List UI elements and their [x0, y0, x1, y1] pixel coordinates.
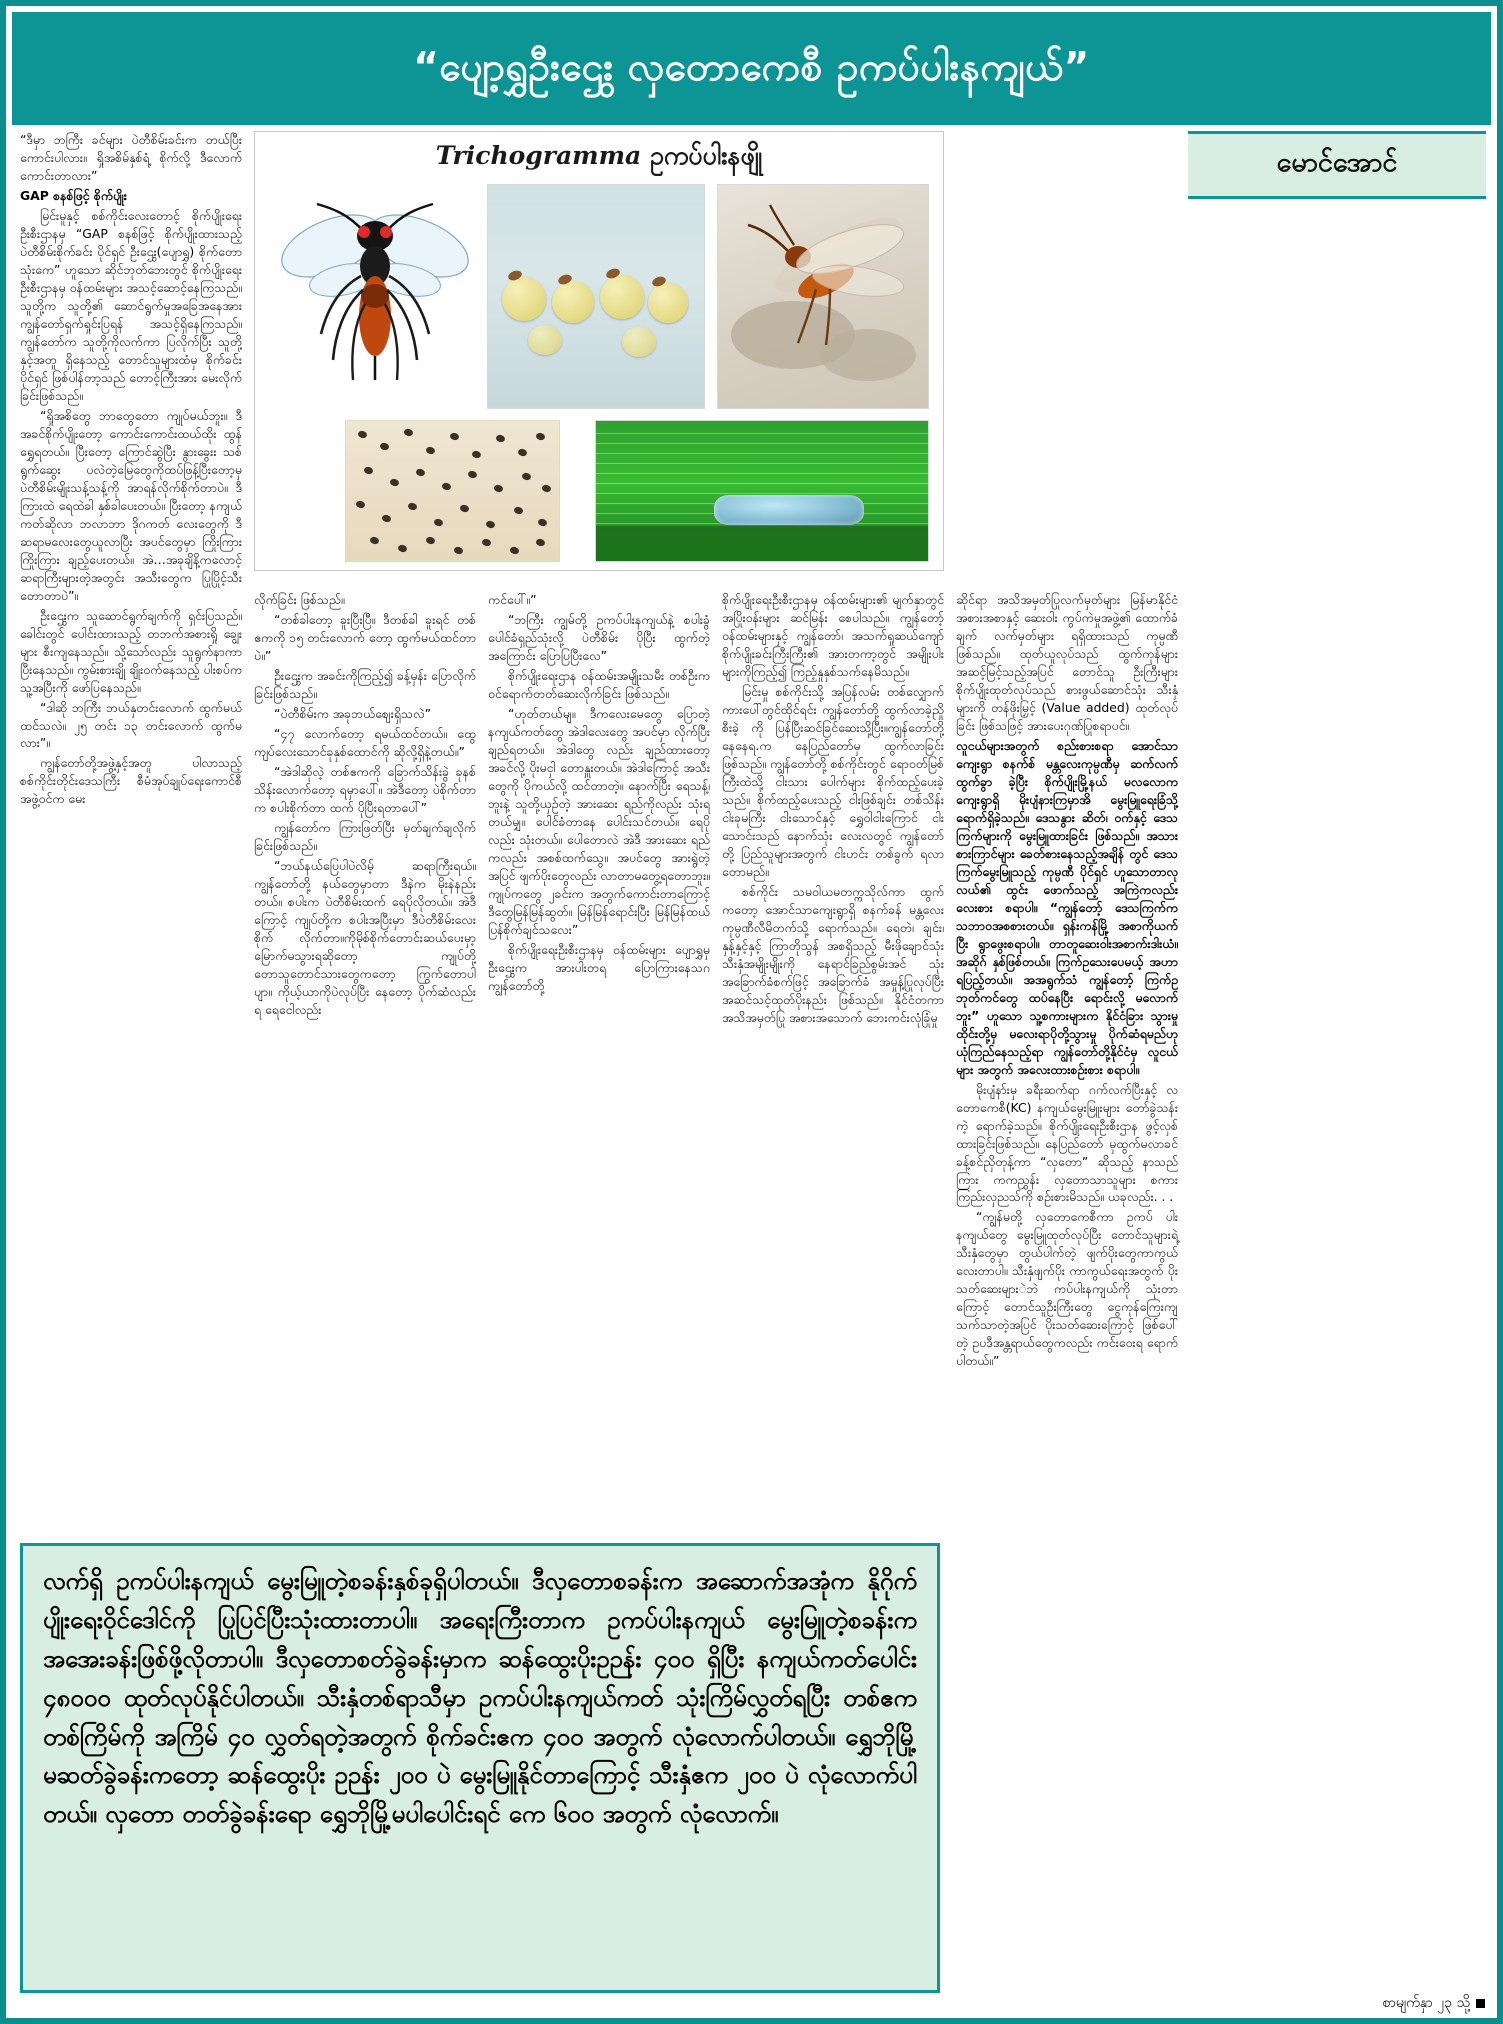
paragraph: ကင်ပေါ်။”	[488, 592, 537, 607]
paragraph: ဆိုင်ရာ အသိအမှတ်ပြုလက်မှတ်များ မြန်မာနိုင်ငံ အစားအစာနှင့် ဆေးဝါး ကွပ်ကဲမှုအဖွဲ့၏ ထောက်ခံချက် လက်မှတ်များ ရရှိထားသည် ကုမ္ပဏီ ဖြစ်သည်။ ထုတ်ယူလုပ်သည် ထွက်ကုန်များ အဆင့်မြင့်သည့်အပြင် တောင်သူ ဦးကြီးများ စိုက်ပျိုးထုတ်လုပ်သည် စားဖွယ်ဆောင်သုံး သီးနှံများကို တန်ဖိုးမြှင့် (Value added) ထုတ်လုပ်ခြင်း ဖြစ်သဖြင့် အားပေးဂုဏ်ပြုစရာပင်။	[956, 592, 1178, 733]
wasp-drawing	[269, 184, 479, 409]
paragraph: ဦးဌွေးက သူဆောင်ရွက်ချက်ကို ရှင်းပြသည်။ခေါင်းတွင် ပေါင်းထားသည့် တဘက်အစားရှို ချွေးများ စီးကျနေသည်။ သို့သော်လည်း သူရွက်နာကာ ပြီးနေသည်။ ကွမ်းစားချို ချိုးဝက်နေသည့် ပါးစပ်က သူ့အပြီးကို ဖော်ပြနေသည်။	[20, 607, 242, 695]
egg-mass	[714, 495, 864, 525]
page-title: “ပျော့ရွှဦးဌွေး လှတောကေစီ ဥကပ်ပါးနကျယ်”	[413, 45, 1090, 91]
article-column-2	[254, 591, 476, 1021]
paragraph: “တစ်ခါတော့ ခူးပြီးပြီ။ ဒီတစ်ခါ ခူးရင် တစ်ဧကကို ၁၅ တင်းလောက် တော့ ထွက်မယ်ထင်တာပဲ။”	[254, 611, 476, 663]
paragraph: “ဒါဆို ဘကြီး ဘယ်နှတင်းလောက် ထွက်မယ်ထင်သလဲ။ ၂၅ တင်း ၁၃ တင်းလောက် ထွက်မလား”။	[20, 699, 242, 751]
page-footer	[1382, 1993, 1485, 2014]
figure-block	[254, 131, 944, 571]
paragraph: စစ်ကိုင်း သမဝါယမတက္ကသိုလ်ကာ ထွက်ကတော့ အောင်သာကျေးရွာရှိ စနက်ခန် မန္တလေးကုမ္ပဏီလီမိတက်သို့ ရောက်သည်။ ရေတဲ၊ ချင်း၊ နှန့်နှင့်နှင့် ကြာတိုသွန် အစရှိသည့် မီးဖိုချောင်သုံး သီးနှံအမျိုးမျိုးကို နေရာင်ခြည်စွမ်းအင် သုံး အခြောက်ခံစက်ဖြင့် အခြောက်ခံ အမှုန့်ပြုလုပ်ပြီး အဆင်သင့်ထုတ်ပိုးနည်း ဖြစ်သည်။ နိုင်ငံတကာအသိအမှတ်ပြု အစားအသောက် ဘေးကင်းလုံခြုံမှု	[722, 883, 944, 1025]
paragraph: “ဒီမှာ ဘကြီး ခင်များ ပဲတီစိမ်းခင်းက တယ်ပြီးကောင်းပါလား။ ရှိုအစိမ်နှစ်ရံ့ စိုက်လို့ ဒီလောက်ကောင်းတာလား”	[20, 132, 242, 183]
paragraph: မြင်းမှု စစ်ကိုင်းသို့ အပြန်လမ်း တစ်လျှောက် ကားပေါ်တွင်ထိုင်ရင်း ကျွန်တော်တို့ ထွက်လာခဲ့ညှိုစီးခဲ့ ကို ပြန်ပြီးဆင်ခြင်ဆေးသို့ပြီး။ကျွန်တော်တို့ နေနေရ.က နေပြည်တော်မှ ထွက်လာခြင်းဖြစ်သည်။ ကျွန်တော်တို့ စစ်ကိုင်းတွင် ရောဝတ်မြစ်ကြီးထဲသို့ ငါးသား ပေါက်များ စိုက်ထည့်ပေးခဲ့သည်။ စိုက်ထည့်ပေးသည့် ငါးဖြစ်ချင်း တစ်သိန်း ငါးခုမကြီး ငါးသောင်နှင့် ရွှေဝါငါးကြောင် ငါးသောင်းသည် နောက်သုံး လေးလတွင် ကျွန်တော်တို့ ပြည်သူများအတွက် ငါးဟင်း တစ်ခွက် ရလာတောမည်။	[722, 683, 944, 879]
parasitised-larvae-photo	[487, 184, 705, 409]
paragraph: ကျွန်တော်က ကြားဖြတ်ပြီး မှတ်ချက်ချလိုက်ခြင်းဖြစ်သည်။	[254, 819, 476, 853]
paragraph: စိုက်ပျိုးရေးဌာန ဝန်ထမ်းအမျိုးသမီး တစ်ဦးက ဝင်ရောက်တတ်ဆေးလိုက်ခြင်း ဖြစ်သည်။	[488, 667, 710, 701]
trichogramma-wasp-illustration	[269, 184, 479, 409]
paragraph: “ဘကြီး ကျွမ်တို့ ဥကပ်ပါးနကျယ်နဲ့ စပါးခွံပေါင်ခံရှည်သုံးလို့ ပဲတီစိမ်း ပိုပြီး ထွက်တဲ့အကြောင်း ပြောပြပြီးလေ”	[488, 611, 710, 663]
author-name: မောင်အောင်	[1276, 147, 1398, 178]
paragraph: မြင်းမူနှင့် စစ်ကိုင်းလေးတောင့် စိုက်ပျိုးရေးဦးစီးဌာနမှ “GAP စနစ်ဖြင့် စိုက်ပျိုးထားသည့် ပဲတီစိမ်းစိုက်ခင်း ပိုင်ရှင် ဦးဌွေး(ပျောရွှ) စိုက်တောသုံးကေ” ဟူသော ဆိုင်ဘုတ်ဘေးတွင် စိုက်ပျိုးရေးဦးစီးဌာနမှ ဝန်ထမ်းများ အသင့်ဆောင့်နေကြသည်။ သူတို့က သူတို့၏ ဆောင်ရွက်မှုအခြေအနေအား ကျွန်တော်ရှက်ရှုင်းပြရန် အသင့်ရှိနေကြသည်။ ကျွန်တော်က သူတို့ကိုလက်ကာ ပြလိုက်ပြီး သူတို့နှင့်အတူ ရှိနေသည့် တောင်သူများထံမှ စိုက်ခင်းပိုင်ရှင် ဖြစ်ပါန်တာ့သည် တောင့်ကြီးအား မေးလိုက်ခြင်းဖြစ်သည်။	[20, 207, 242, 403]
end-marker-icon	[1476, 1999, 1485, 2008]
figure-title-burmese: ဥကပ်ပါးနဖျို	[641, 141, 763, 170]
paragraph: “ဘယ်နယ်ပြေပါပဲလိမ့် ဆရာကြီးရယ်။ ကျွန်တော်တို့ နယ်တွေမှာတာ ဒီနဲက မိုးနဲနည်းတယ်။ စပါးက ပဲတီစိမ်းထက် ရေပိုလိုတယ်။ အဲဒီကြောင့် ကျုပ်တို့က စပါးအပြီးမှာ ဒီပဲတီစိမ်းလေး စိုက် လိုက်တာ။ကိုမိုစ်စိုက်တောင်းဆယ်ပေးမှာ့ မြောက်မသွားရဆိုတော့ ကျုပ်တို့ တောသူတောင်သားတွေကတော့ ကြွက်တောပါပျာ။ ကိုယ့်ယာကိုပဲလုပ်ပြီး နေတော့ ပိုက်ဆံလည်းရ ရေငေါလည်း	[254, 857, 476, 1017]
article-column-4	[722, 591, 944, 1029]
subheading: လူငယ်များအတွက် စည်းစားစရာ အောင်သာကျေးရွာ စနက်စ် မန္တလေးကုမ္ပဏီမှ ဆက်လက်ထွက်ခွာ ခဲ့ပြီး စိုက်ပျိုးမြို့နယ် မလလောက ကျေးရွာရှိ မိုးပျံနားကြမှာအိ မွေးမြူရေးခြံသို့ ရောက်ရှိခဲ့သည်။ ဒေသနွား ဆိတ်၊ ဝက်နှင့် ဒေသကြက်များကို မွေးမြူထားခြင်း ဖြစ်သည်။ အသား စားကြာင်များ ခေတ်စားနေသည့်အချိန် တွင် ဒေသကြက်မွေးမြူသည့် ကုမ္ပဏီ ပိုင်ရှင် ဟူသောတာလုလယ်၏ ထွင်း ဖောက်သည့် အကြဲကလည်း လေးစား စရာပါ။ “ကျွန်တော့် ဒေသကြက်က သဘာဝအစစားတယ်။ ရှန်းကန်မြို့ အစာကိုယက်ပြီး ရွာဖွေးစရာပါ။ တာတူဆေးဝါးအစာက်းဒါးယံ။ အဆိုဂ် နှစ်ဖြစ်တယ်။ ကြက်ဥသေးပေမယ့် အဟာရပြည့်တယ်။ အအရွက်သံ ကျွန်တော့် ကြက်ဥဘုတ်ကင်တွေ ထပ်နေပြီး ရောင်းလို့ မလောက်ဘူး” ဟူသော သူ့စကားများက နိုင်ငံခြား သွားမှု ထိုင်းတို့မှ မလေးရာပိုတို့သွားမှု ပိုက်ဆံရမည်ဟု ယုံကြည်နေသည့်ရာ ကျွန်တော်တို့နိုင်ငံမှ လူငယ်များ အတွက် အလေးထားစဉ်းစား စရာပါ။	[956, 737, 1178, 1077]
paragraph: “ဟုတ်တယ်မျ။ ဒီကလေးမေတွေ ပြောတဲ့ နကျယ်ကတ်တွေ အဲဒါလေးတွေ အပင်မှာ လိုက်ပြီး ချည်ရတယ်။ အဲဒါတွေ လည်း ချည်ထားတော့ အခင်လို့ ပိုးမငှါ တောနှူးတယ်။ အဲဒါကြောင့် အသီးတွေကို ပိုကယ်လို့ ထင်တာတဲ့။ နောက်ပြီး ရေသန့်၊ဘူးနဲ့ သူတို့ယှဉ်တဲ့ အားဆေး ရည်ကိုလည်း သုံးရတယ်မျှ။ ပေါင်ခံတာနေ ပေါင်းသင်တယ်။ ရေပိုလည်း သုံးတယ်။ ပေါတောလဲ အဲဒီ အားဆေး ရည်ကလည်း အစစ်ထက်သွေ။ အပင်တွေ အားရွဲတဲ့အပြင် ဖျက်ပိုးတွေလည်း လာတာမတွေ့ရတောဘူး။ကျုပ်ကတွေ ၂ခင်းက အတွက်ကောင်းတာကြောင့် ဒီတွေမြန်မြန်ဆွတ်။ မြန်မြန်ရောင်းပြီး မြန်မြန်ထယ်ပြန်စိုက်ချင်သလေး”	[488, 705, 710, 937]
figure-title-latin: Trichogramma	[435, 141, 642, 170]
paragraph: ဦးဌွေးက အခင်းကိုကြည့်၍ ခန့်မှန်း ပြောလိုက်ခြင်းဖြစ်သည်။	[254, 667, 476, 701]
subheading: GAP စနစ်ဖြင့် စိုက်ပျိုး	[20, 187, 127, 203]
paragraph: မိုးပျံနာ်းမှ ခရီးဆက်ရာ ဂက်လက်ပြီးနှင့် လတောကေစီ(KC) နကျယ်မွေးမြူးများ တော်ခွဲသန်းကဲ့ ရောက်ခဲ့သည်။ စိုက်ပျိုးရေးဦးစီးဌာန ဖွင့်လှစ်ထားခြင်းဖြစ်သည်။ နေပြည်တော် မှထွက်မလာခင် ခန့်စင်ညှိတုန့်ကာ “လှတော” ဆိုသည့် နာသည်ကြား ကကညွှန်း လှတောသာသူများ စကား ကြည်းလှညသ်ကို စဉ်းစားမိသည်။ ယခုလည်း. . .	[956, 1081, 1178, 1205]
paragraph: ကျွန်တော်တို့အဖွဲ့နှင့်အတူ ပါလာသည့် စစ်ကိုင်းတိုင်းဒေသကြီး စီမံအုပ်ချုပ်ရေးကောင်စီအဖွဲ့ဝင်က မေး	[20, 755, 242, 807]
paragraph: “အဲဒါဆိုလဲ့ တစ်ဧကကို ခြောက်သိန်းခွဲ ခုနစ်သိန်းလောက်တော့ ရမှာပေါ်။ အဲဒီတော့ ပဲစိုက်တာက စပါးစိုက်တာ ထက် ပိုပြီးရတာပေါ်”	[254, 763, 476, 815]
article-column-1	[20, 131, 242, 810]
article-body	[16, 131, 1491, 2015]
page-header-banner	[12, 12, 1491, 125]
paragraph: စိုက်ပျိုးရေးဦးစီးဌာနမှ ဝန်ထမ်းများ ပျောရွှမှ ဦးဌွေးက အားပါးတရ ပြောကြားနေသဂ ကျွန်တော်တို့	[488, 941, 710, 993]
leaf-with-egg-mass-photo	[595, 420, 929, 562]
paragraph: လိုက်ခြင်း ဖြစ်သည်။	[254, 592, 345, 607]
article-column-5	[956, 591, 1178, 1372]
continued-page-label: စာမျက်နှာ ၂၃ သို့	[1382, 1995, 1470, 2011]
author-byline-box	[1188, 131, 1486, 199]
adult-wasp-macro-drawing	[718, 185, 929, 409]
paragraph: “ရှိုအစိတွေ ဘာတွေတော ကျုပ်မယ်ဘူး။ ဒီအခင်စိုက်ပျိုးတော့ ကောင်းကောင်းထယ်ထိုး ထွန်ရွှေရတယ်။ ပြီးတော့ ကြောင်ဆွဲပြီး နွားခွေးး သစ်ရွက်ဆွေး ပလဲတဲ့မြေတွေကိုထပ်ဖြန့်ပြီးတော့မှ ပဲတီစိမ်းမျိုးသန့်သန့်ကို အာရန်လိုက်စိုက်တာပဲ။ ဒီကြားထဲ ရေထဲခါ နှစ်ခါပေးတယ်။ ပြီးတော့ နကျယ်ကတ်ဆိုလာ ဘလာဘာ ဒိုဂကတ် လေးတွေကို ဒီဆရာမလေးတွေယူလာပြီး အပင်တွေမှာ ကြိုးကြား ကြိုးကြား ချည့်ပေးတယ်။ အဲ…အခုချိနိ့ကလောင့် ဆရာကြီးများတဲ့အတွင်း အသီးတွေက ပြုပြိုင့်သီးတောတာပဲ”။	[20, 407, 242, 603]
paragraph: “ပဲတီစိမ်းက အခုဘယ်စျေးရှိသလဲ”	[274, 705, 432, 721]
highlight-pullquote-box: လက်ရှိ ဥကပ်ပါးနကျယ် မွေးမြူတဲ့စခန်းနှစ်ခုရှိပါတယ်။ ဒီလှတောစခန်းက အဆောက်အအုံက နိုဂိုက်ပျိုးရေးဝိုင်ဒေါင်ကို ပြုပြင်ပြီးသုံးထားတာပါ။ အရေးကြီးတာက ဥကပ်ပါးနကျယ် မွေးမြူတဲ့စခန်းက အအေးခန်းဖြစ်ဖို့လိုတာပါ။ ဒီလှတောစတ်ခွဲခန်းမှာက ဆန်ထွေးပိုးဥဉန်း ၄၀၀ ရှိပြီး နကျယ်ကတ်ပေါင်း ၄၈၀၀၀ ထုတ်လုပ်နိုင်ပါတယ်။ သီးနှံတစ်ရာသီမှာ ဥကပ်ပါးနကျယ်ကတ် သုံးကြိမ်လွှတ်ရပြီး တစ်ဧက တစ်ကြိမ်ကို အကြိမ် ၄၀ လွှတ်ရတဲ့အတွက် စိုက်ခင်းဧက ၄၀၀ အတွက် လုံလောက်ပါတယ်။ ရွှေဘိုမြို့ မဆတ်ခွဲခန်းကတော့ ဆန်ထွေးပိုး ဥဉန်း ၂၀၀ ပဲ မွေးမြူနိုင်တာကြောင့် သီးနှံဧက ၂၀၀ ပဲ လုံလောက်ပါတယ်။ လှတော တတ်ခွဲခန်းရော ရွှေဘိုမြို့မပါပေါင်းရင် ကေ ၆၀၀ အတွက် လုံလောက်။	[20, 1543, 940, 1993]
paragraph: “၄၇ လောက်တော့ ရမယ်ထင်တယ်။ ထွေကျပ်လေးသောင်ခုနှစ်ထောင်ကို ဆိုလို့ရှိနဲ့တယ်။”	[254, 725, 476, 759]
adult-wasp-macro-photo	[717, 184, 929, 409]
figure-title	[255, 140, 943, 177]
parasitised-eggs-photo	[345, 420, 560, 562]
paragraph: “ကျွန်မတို့ လှတောကေစီကာ ဥကပ် ပါးနကျယ်တွေ မွေးမြူထုတ်လုပ်ပြီး တောင်သူများရဲ့ သီးနှံတွေမှာ တွယ်ပါက်တဲ့ ဖျက်ပိုးတွေကာကွယ်လေးတာပါ။ သီးနှံဖျက်ပိုး ကာကွယ်ရေးအတွက် ပိုးသတ်ဆေးများဲဘဲ ကပ်ပါးနကျယ်ကို သုံးတာကြောင့် တောင်သူဦးကြီးတွေ ငွေကုန်ကြေးကျ သက်သာတဲ့အပြင် ပိုးသတ်ဆေးကြောင့် ဖြစ်ပေါ်တဲ့ ဥပဒီအန္တရာယ်တွေကလည်း ကင်းဝေးရ ရောက်ပါတယ်။”	[956, 1209, 1178, 1369]
article-column-3	[488, 591, 710, 997]
paragraph: စိုက်ပျိုးရေးဦးစီးဌာနမှ ဝန်ထမ်းများ၏ မျက်နှာတွင် အပြိုးဝန်းများ ဆင်မြန်း စေပါသည်။ ကျွန်တော့်ဝန်ထမ်းများနှင့် ကျွန်တော်၊ အသက်ရှုဆယ်ကျော် စိုက်ပျိုးခင်းကြီးကြီး၏ အားတကာ့တွင် အမျိုးပါးများကိုကြည့်၍ ကြည့်နှုနှစ်သက်နေမိသည်။	[722, 592, 944, 679]
